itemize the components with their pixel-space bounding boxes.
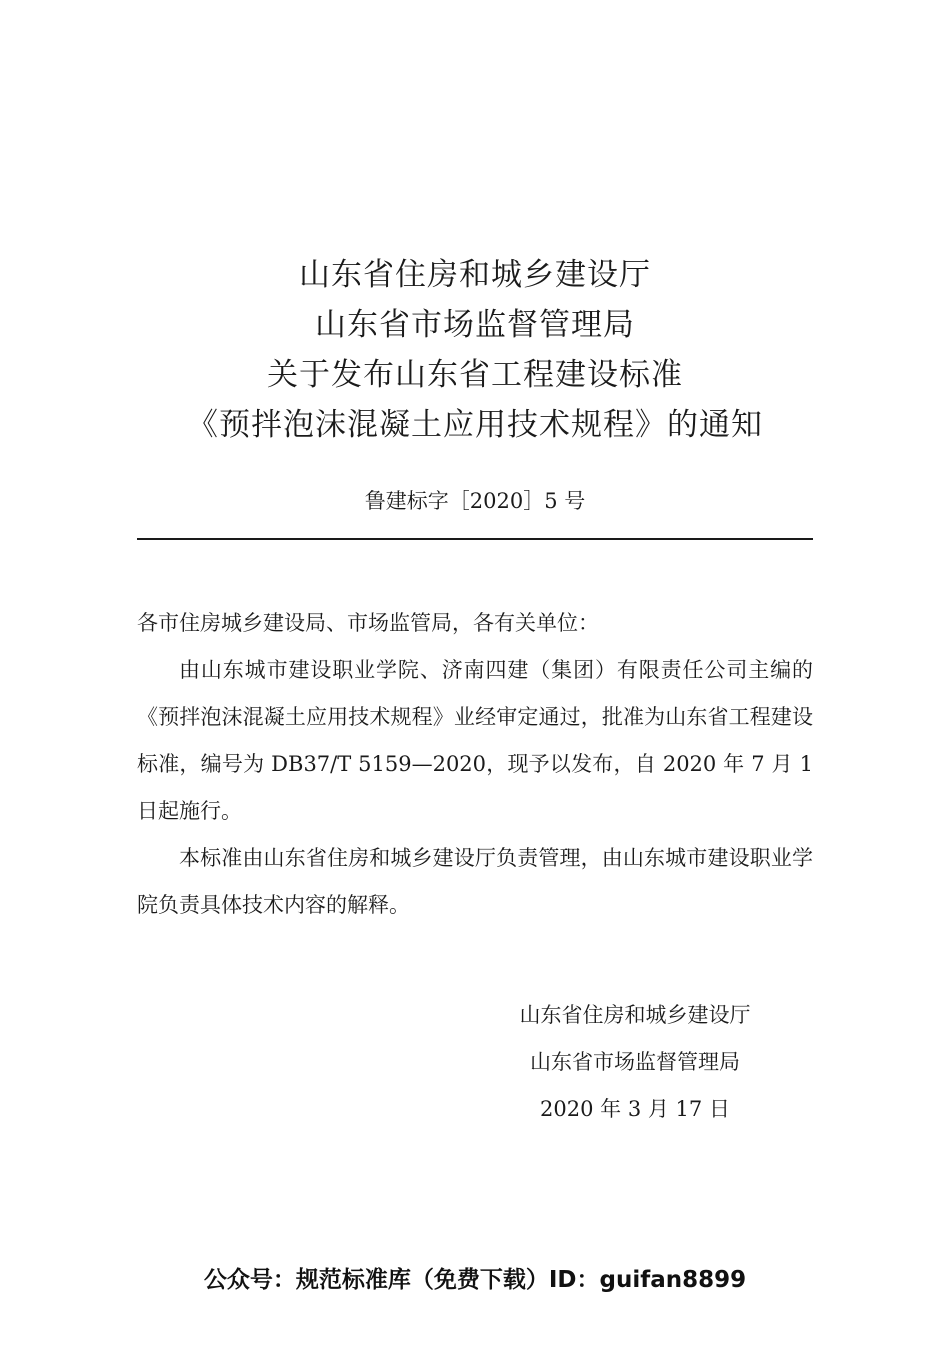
watermark-footer: 公众号：规范标准库（免费下载）ID：guifan8899: [203, 1267, 747, 1293]
body-paragraph-2: 本标准由山东省住房和城乡建设厅负责管理，由山东城市建设职业学院负责具体技术内容的解释。: [137, 846, 813, 917]
signature-org-1: 山东省住房和城乡建设厅: [519, 1003, 751, 1027]
title-line-4: 《预拌泡沫混凝土应用技术规程》的通知: [187, 407, 763, 443]
title-line-2: 山东省市场监督管理局: [315, 307, 635, 343]
salutation: 各市住房城乡建设局、市场监管局，各有关单位：: [137, 611, 599, 635]
title-line-3: 关于发布山东省工程建设标准: [267, 357, 683, 393]
notice-body: [137, 600, 813, 929]
signature-date: 2020 年 3 月 17 日: [540, 1097, 730, 1121]
signature-block: [480, 992, 790, 1133]
notice-title: [0, 250, 950, 450]
signature-org-2: 山东省市场监督管理局: [530, 1050, 740, 1074]
title-line-1: 山东省住房和城乡建设厅: [299, 257, 651, 293]
body-paragraph-1: 由山东城市建设职业学院、济南四建（集团）有限责任公司主编的《预拌泡沫混凝土应用技术规程》业经审定通过，批准为山东省工程建设标准，编号为 DB37/T 5159—2020，现予以发布，自 2020 年 7 月 1 日起施行。: [137, 658, 813, 823]
document-number: 鲁建标字［2020］5 号: [364, 489, 586, 513]
header-divider: [137, 538, 813, 540]
